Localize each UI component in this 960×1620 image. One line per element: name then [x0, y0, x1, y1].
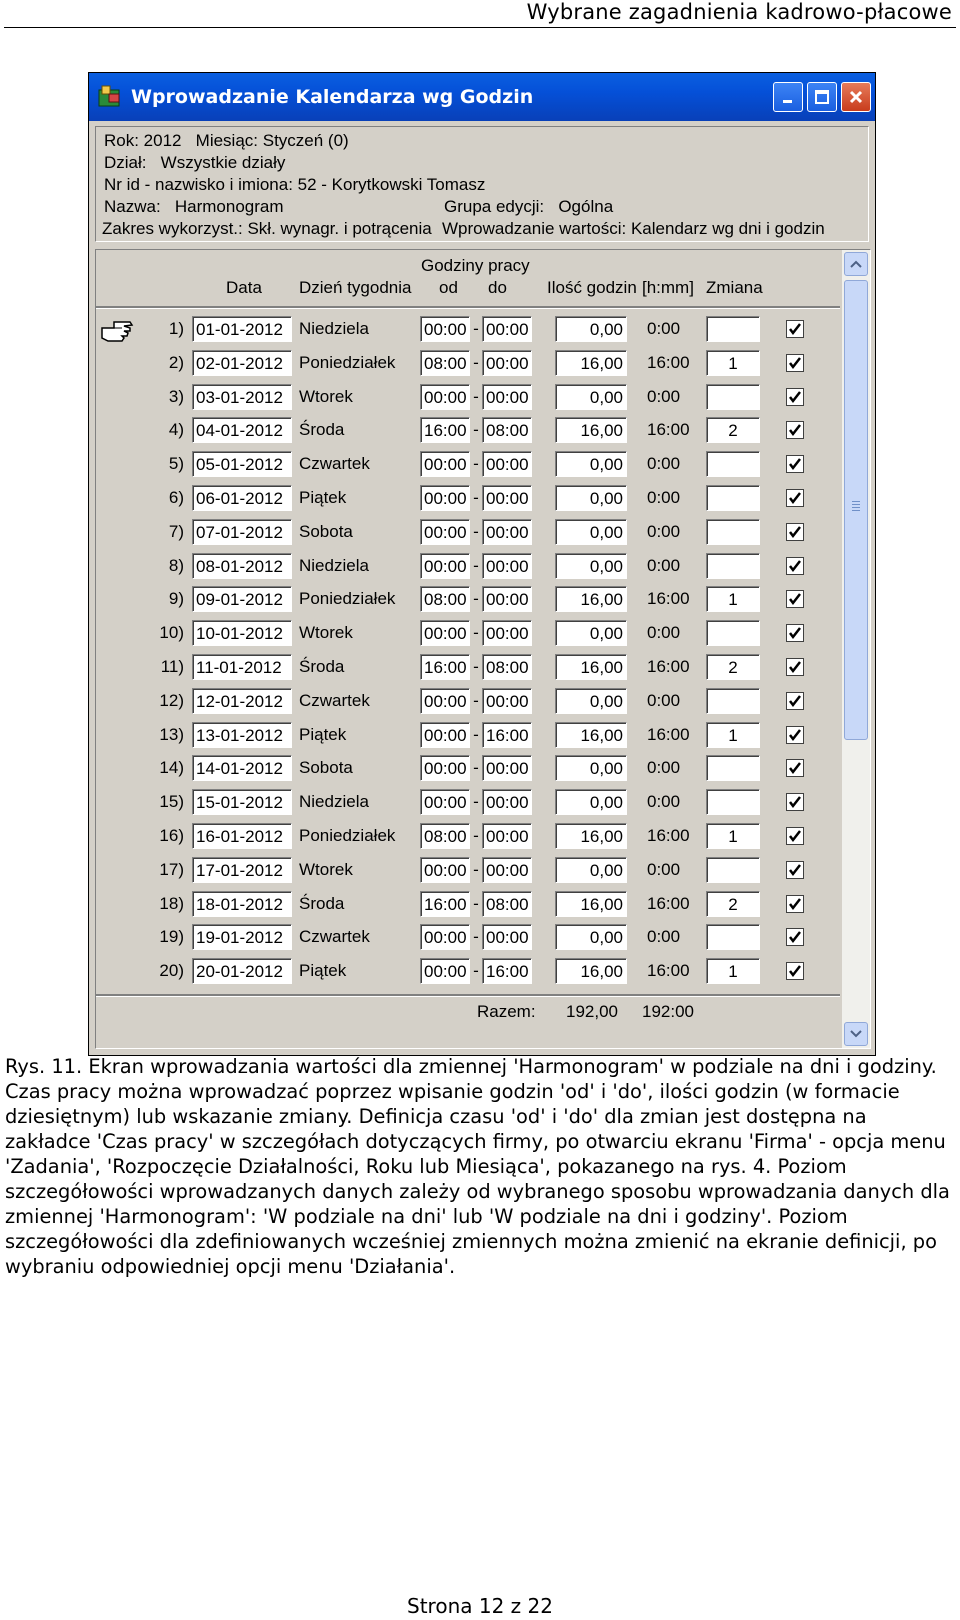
to-time-field[interactable]: 00:00	[482, 384, 532, 410]
to-time-field[interactable]: 00:00	[482, 553, 532, 579]
shift-field[interactable]: 2	[706, 654, 760, 680]
time-separator: -	[473, 555, 479, 575]
check-icon	[788, 728, 802, 742]
shift-field[interactable]	[706, 755, 760, 781]
hours-hmm-label: 0:00	[647, 623, 681, 643]
check-icon	[788, 491, 802, 505]
check-icon	[788, 930, 802, 944]
row-checkbox[interactable]	[786, 624, 804, 642]
col-header-day: Dzień tygodnia	[299, 278, 412, 297]
hours-decimal-field[interactable]: 0,00	[555, 857, 627, 883]
from-time-field[interactable]: 00:00	[420, 384, 470, 410]
hours-hmm-label: 0:00	[647, 690, 681, 710]
figure-caption: Rys. 11. Ekran wprowadzania wartości dla zmiennej 'Harmonogram' w podziale na dni i godziny. Czas pracy można wprowadzać poprzez wpisanie godzin 'od' i 'do', ilości godzin (w formacie dziesiętnym) lub wskazanie zmiany. Definicja czasu 'od' i 'do' dla zmian jest dostępna na zakładce 'Czas pracy' w szczegółach dotyczących firmy, po otwarciu ekranu 'Firma' - opcja menu 'Zadania', 'Rozpoczęcie Działalności, Roku lub Miesiąca', pokazanego na rys. 4. Poziom szczegółowości wprowadzanych danych zależy od wybranego sposobu wprowadzania danych dla zmiennej 'Harmonogram': 'W podziale na dni' lub 'W podziale na dni i godziny'. Poziom szczegółowości dla zdefiniowanych wcześniej zmiennych można zmienić na ekranie definicji, po wybraniu odpowiedniej opcji menu 'Działania'.	[5, 1055, 950, 1278]
row-checkbox[interactable]	[786, 861, 804, 879]
shift-field[interactable]	[706, 519, 760, 545]
weekday-label: Czwartek	[299, 690, 370, 710]
info-department: Dział: Wszystkie działy	[104, 153, 286, 172]
row-checkbox[interactable]	[786, 928, 804, 946]
date-field[interactable]: 19-01-2012	[192, 924, 292, 950]
table-row	[96, 722, 840, 752]
date-field[interactable]: 13-01-2012	[192, 722, 292, 748]
date-field[interactable]: 05-01-2012	[192, 451, 292, 477]
weekday-label: Piątek	[299, 961, 347, 981]
shift-field[interactable]	[706, 316, 760, 342]
weekday-label: Poniedziałek	[299, 589, 396, 609]
to-time-field[interactable]: 00:00	[482, 857, 532, 883]
row-index: 6)	[168, 488, 184, 507]
hours-hmm-label: 16:00	[647, 893, 690, 913]
chevron-down-icon	[850, 1030, 862, 1038]
date-field[interactable]: 06-01-2012	[192, 485, 292, 511]
hours-hmm-label: 0:00	[647, 521, 681, 541]
weekday-label: Piątek	[299, 488, 347, 507]
col-header-count: Ilość godzin	[547, 278, 637, 297]
to-time-field[interactable]: 00:00	[482, 316, 532, 342]
date-field[interactable]: 04-01-2012	[192, 417, 292, 443]
hours-decimal-field[interactable]: 16,00	[555, 823, 627, 849]
row-index: 8)	[168, 555, 184, 575]
from-time-field[interactable]: 08:00	[420, 350, 470, 376]
row-index: 19)	[159, 927, 184, 947]
table-row	[96, 654, 840, 684]
date-field[interactable]: 10-01-2012	[192, 620, 292, 646]
row-checkbox[interactable]	[786, 388, 804, 406]
date-field[interactable]: 17-01-2012	[192, 857, 292, 883]
to-time-field[interactable]: 00:00	[482, 451, 532, 477]
table-row	[96, 958, 840, 988]
check-icon	[788, 390, 802, 404]
hours-hmm-label: 16:00	[647, 657, 690, 676]
time-separator: -	[473, 521, 479, 541]
to-time-field[interactable]: 08:00	[482, 654, 532, 680]
hours-decimal-field[interactable]: 0,00	[555, 384, 627, 410]
row-checkbox[interactable]	[786, 455, 804, 473]
hours-decimal-field[interactable]: 0,00	[555, 316, 627, 342]
page-header: Wybrane zagadnienia kadrowo-płacowe	[526, 0, 952, 24]
header-divider	[96, 306, 840, 309]
table-row	[96, 519, 840, 549]
time-separator: -	[473, 690, 479, 710]
chevron-up-icon	[850, 260, 862, 268]
table-row	[96, 857, 840, 887]
row-index: 14)	[159, 758, 184, 778]
date-field[interactable]: 15-01-2012	[192, 789, 292, 815]
row-checkbox[interactable]	[786, 354, 804, 372]
to-time-field[interactable]: 00:00	[482, 823, 532, 849]
row-checkbox[interactable]	[786, 557, 804, 575]
check-icon	[788, 660, 802, 674]
hours-decimal-field[interactable]: 0,00	[555, 620, 627, 646]
hours-decimal-field[interactable]: 0,00	[555, 451, 627, 477]
col-header-hmm: [h:mm]	[642, 278, 694, 297]
to-time-field[interactable]: 16:00	[482, 722, 532, 748]
hours-hmm-label: 16:00	[647, 961, 690, 981]
shift-field[interactable]	[706, 485, 760, 511]
date-field[interactable]: 14-01-2012	[192, 755, 292, 781]
table-row	[96, 485, 840, 515]
hours-hmm-label: 0:00	[647, 758, 681, 778]
hours-hmm-label: 0:00	[647, 386, 681, 406]
from-time-field[interactable]: 00:00	[420, 485, 470, 511]
shift-field[interactable]	[706, 451, 760, 477]
row-checkbox[interactable]	[786, 523, 804, 541]
from-time-field[interactable]: 00:00	[420, 620, 470, 646]
shift-field[interactable]: 1	[706, 722, 760, 748]
weekday-label: Sobota	[299, 521, 353, 541]
hours-decimal-field[interactable]: 16,00	[555, 586, 627, 612]
weekday-label: Wtorek	[299, 623, 353, 643]
totals-decimal: 192,00	[566, 1002, 618, 1021]
to-time-field[interactable]: 00:00	[482, 519, 532, 545]
from-time-field[interactable]: 00:00	[420, 722, 470, 748]
from-time-field[interactable]: 00:00	[420, 316, 470, 342]
from-time-field[interactable]: 00:00	[420, 755, 470, 781]
check-icon	[788, 897, 802, 911]
row-index: 4)	[168, 420, 184, 440]
hours-decimal-field[interactable]: 16,00	[555, 350, 627, 376]
check-icon	[788, 829, 802, 843]
check-icon	[788, 694, 802, 708]
hours-hmm-label: 0:00	[647, 927, 681, 947]
table-row	[96, 789, 840, 819]
check-icon	[788, 964, 802, 978]
hours-hmm-label: 0:00	[647, 454, 681, 474]
time-separator: -	[473, 893, 479, 913]
hours-decimal-field[interactable]: 0,00	[555, 688, 627, 714]
row-checkbox[interactable]	[786, 895, 804, 913]
from-time-field[interactable]: 00:00	[420, 857, 470, 883]
app-icon	[97, 84, 123, 110]
header-rule	[4, 27, 956, 28]
title-bar[interactable]	[89, 73, 875, 121]
time-separator: -	[473, 792, 479, 812]
weekday-label: Niedziela	[299, 792, 369, 812]
hours-hmm-label: 16:00	[647, 724, 690, 744]
row-checkbox[interactable]	[786, 590, 804, 608]
row-checkbox[interactable]	[786, 726, 804, 744]
table-row	[96, 891, 840, 921]
row-index: 1)	[168, 319, 184, 338]
table-row	[96, 586, 840, 616]
date-field[interactable]: 11-01-2012	[192, 654, 292, 680]
to-time-field[interactable]: 00:00	[482, 485, 532, 511]
shift-field[interactable]	[706, 789, 760, 815]
date-field[interactable]: 07-01-2012	[192, 519, 292, 545]
shift-field[interactable]	[706, 857, 760, 883]
time-separator: -	[473, 420, 479, 440]
check-icon	[788, 592, 802, 606]
shift-field[interactable]: 1	[706, 823, 760, 849]
to-time-field[interactable]: 16:00	[482, 958, 532, 984]
check-icon	[788, 322, 802, 336]
time-separator: -	[473, 826, 479, 845]
weekday-label: Środa	[299, 420, 345, 440]
shift-field[interactable]	[706, 384, 760, 410]
from-time-field[interactable]: 00:00	[420, 519, 470, 545]
minimize-icon	[781, 90, 795, 104]
totals-hmm: 192:00	[642, 1002, 694, 1021]
vertical-scrollbar[interactable]	[842, 250, 870, 1048]
time-separator: -	[473, 319, 479, 338]
calendar-grid	[95, 249, 871, 1049]
table-row	[96, 755, 840, 785]
date-field[interactable]: 18-01-2012	[192, 891, 292, 917]
row-index: 15)	[159, 792, 184, 812]
date-field[interactable]: 09-01-2012	[192, 586, 292, 612]
hours-decimal-field[interactable]: 16,00	[555, 417, 627, 443]
shift-field[interactable]	[706, 620, 760, 646]
info-employee: Nr id - nazwisko i imiona: 52 - Korytkowski Tomasz	[104, 175, 486, 194]
row-index: 5)	[168, 454, 184, 474]
row-index: 12)	[159, 690, 184, 710]
minimize-button[interactable]	[773, 82, 803, 112]
check-icon	[788, 457, 802, 471]
to-time-field[interactable]: 00:00	[482, 688, 532, 714]
info-name: Nazwa: Harmonogram	[104, 197, 284, 216]
row-index: 17)	[159, 859, 184, 879]
row-index: 13)	[159, 724, 184, 744]
to-time-field[interactable]: 00:00	[482, 755, 532, 781]
time-separator: -	[473, 589, 479, 609]
close-icon	[848, 89, 864, 105]
hours-hmm-label: 16:00	[647, 420, 690, 440]
table-row	[96, 823, 840, 853]
from-time-field[interactable]: 00:00	[420, 553, 470, 579]
from-time-field[interactable]: 16:00	[420, 891, 470, 917]
from-time-field[interactable]: 08:00	[420, 823, 470, 849]
from-time-field[interactable]: 00:00	[420, 924, 470, 950]
weekday-label: Niedziela	[299, 555, 369, 575]
info-scope: Zakres wykorzyst.: Skł. wynagr. i potrącenia	[102, 219, 432, 238]
row-index: 16)	[159, 826, 184, 845]
table-row	[96, 553, 840, 583]
date-field[interactable]: 08-01-2012	[192, 553, 292, 579]
row-index: 11)	[160, 657, 184, 676]
shift-field[interactable]	[706, 553, 760, 579]
weekday-label: Czwartek	[299, 454, 370, 474]
time-separator: -	[473, 758, 479, 778]
table-row	[96, 417, 840, 447]
shift-field[interactable]: 2	[706, 891, 760, 917]
to-time-field[interactable]: 08:00	[482, 891, 532, 917]
row-checkbox[interactable]	[786, 692, 804, 710]
to-time-field[interactable]: 00:00	[482, 350, 532, 376]
scroll-thumb[interactable]	[844, 280, 868, 740]
weekday-label: Wtorek	[299, 386, 353, 406]
check-icon	[788, 795, 802, 809]
table-row	[96, 451, 840, 481]
info-entry-mode: Wprowadzanie wartości: Kalendarz wg dni i godzin	[442, 219, 825, 238]
row-checkbox[interactable]	[786, 793, 804, 811]
hours-hmm-label: 16:00	[647, 826, 690, 845]
hours-decimal-field[interactable]: 16,00	[555, 654, 627, 680]
time-separator: -	[473, 657, 479, 676]
hours-decimal-field[interactable]: 0,00	[555, 755, 627, 781]
row-checkbox[interactable]	[786, 759, 804, 777]
col-header-from: od	[439, 278, 458, 297]
row-index: 10)	[159, 623, 184, 643]
row-checkbox[interactable]	[786, 489, 804, 507]
shift-field[interactable]: 1	[706, 586, 760, 612]
from-time-field[interactable]: 16:00	[420, 417, 470, 443]
time-separator: -	[473, 623, 479, 643]
hours-decimal-field[interactable]: 16,00	[555, 958, 627, 984]
hours-hmm-label: 0:00	[647, 555, 681, 575]
hours-decimal-field[interactable]: 0,00	[555, 789, 627, 815]
hours-decimal-field[interactable]: 0,00	[555, 924, 627, 950]
weekday-label: Poniedziałek	[299, 826, 396, 845]
table-row	[96, 350, 840, 380]
col-header-date: Data	[226, 278, 262, 297]
row-checkbox[interactable]	[786, 421, 804, 439]
shift-field[interactable]	[706, 688, 760, 714]
window-title: Wprowadzanie Kalendarza wg Godzin	[131, 86, 534, 108]
date-field[interactable]: 12-01-2012	[192, 688, 292, 714]
check-icon	[788, 626, 802, 640]
info-year-month: Rok: 2012 Miesiąc: Styczeń (0)	[104, 131, 349, 150]
page-footer: Strona 12 z 22	[407, 1594, 553, 1618]
hours-decimal-field[interactable]: 0,00	[555, 553, 627, 579]
footer-divider	[96, 994, 840, 997]
hours-decimal-field[interactable]: 16,00	[555, 722, 627, 748]
check-icon	[788, 525, 802, 539]
date-field[interactable]: 20-01-2012	[192, 958, 292, 984]
check-icon	[788, 559, 802, 573]
shift-field[interactable]: 1	[706, 958, 760, 984]
weekday-label: Wtorek	[299, 859, 353, 879]
check-icon	[788, 356, 802, 370]
hours-decimal-field[interactable]: 0,00	[555, 485, 627, 511]
table-row	[96, 688, 840, 718]
table-row	[96, 620, 840, 650]
time-separator: -	[473, 352, 479, 372]
col-header-to: do	[488, 278, 507, 297]
hours-hmm-label: 16:00	[647, 589, 690, 609]
weekday-label: Niedziela	[299, 319, 369, 338]
to-time-field[interactable]: 00:00	[482, 586, 532, 612]
weekday-label: Środa	[299, 893, 345, 913]
weekday-label: Sobota	[299, 758, 353, 778]
row-index: 18)	[159, 893, 184, 913]
hours-hmm-label: 16:00	[647, 352, 690, 372]
from-time-field[interactable]: 00:00	[420, 958, 470, 984]
shift-field[interactable]: 1	[706, 350, 760, 376]
row-index: 3)	[168, 386, 184, 406]
check-icon	[788, 423, 802, 437]
date-field[interactable]: 02-01-2012	[192, 350, 292, 376]
row-checkbox[interactable]	[786, 320, 804, 338]
time-separator: -	[473, 961, 479, 981]
time-separator: -	[473, 386, 479, 406]
info-edit-group: Grupa edycji: Ogólna	[444, 197, 614, 216]
maximize-icon	[814, 89, 830, 105]
table-row	[96, 316, 840, 346]
date-field[interactable]: 01-01-2012	[192, 316, 292, 342]
hours-hmm-label: 0:00	[647, 859, 681, 879]
totals-label: Razem:	[477, 1002, 536, 1021]
to-time-field[interactable]: 08:00	[482, 417, 532, 443]
shift-field[interactable]: 2	[706, 417, 760, 443]
time-separator: -	[473, 724, 479, 744]
hours-hmm-label: 0:00	[647, 319, 681, 338]
to-time-field[interactable]: 00:00	[482, 924, 532, 950]
grip-icon	[852, 501, 860, 513]
from-time-field[interactable]: 00:00	[420, 688, 470, 714]
time-separator: -	[473, 454, 479, 474]
calendar-window	[88, 72, 876, 1056]
time-separator: -	[473, 488, 479, 507]
table-row	[96, 384, 840, 414]
hours-decimal-field[interactable]: 16,00	[555, 891, 627, 917]
row-index: 2)	[168, 352, 184, 372]
col-header-shift: Zmiana	[706, 278, 763, 297]
row-index: 7)	[168, 521, 184, 541]
time-separator: -	[473, 927, 479, 947]
shift-field[interactable]	[706, 924, 760, 950]
to-time-field[interactable]: 00:00	[482, 620, 532, 646]
weekday-label: Środa	[299, 657, 345, 676]
row-checkbox[interactable]	[786, 962, 804, 980]
check-icon	[788, 761, 802, 775]
from-time-field[interactable]: 00:00	[420, 789, 470, 815]
info-panel	[95, 126, 869, 242]
row-checkbox[interactable]	[786, 827, 804, 845]
row-checkbox[interactable]	[786, 658, 804, 676]
weekday-label: Czwartek	[299, 927, 370, 947]
from-time-field[interactable]: 00:00	[420, 451, 470, 477]
from-time-field[interactable]: 16:00	[420, 654, 470, 680]
row-index: 20)	[159, 961, 184, 981]
date-field[interactable]: 16-01-2012	[192, 823, 292, 849]
to-time-field[interactable]: 00:00	[482, 789, 532, 815]
hours-hmm-label: 0:00	[647, 792, 681, 812]
date-field[interactable]: 03-01-2012	[192, 384, 292, 410]
close-button[interactable]	[841, 82, 871, 112]
weekday-label: Piątek	[299, 724, 347, 744]
col-header-hours: Godziny pracy	[421, 256, 530, 275]
hours-hmm-label: 0:00	[647, 488, 681, 507]
maximize-button[interactable]	[807, 82, 837, 112]
hours-decimal-field[interactable]: 0,00	[555, 519, 627, 545]
time-separator: -	[473, 859, 479, 879]
row-index: 9)	[168, 589, 184, 609]
table-row	[96, 924, 840, 954]
from-time-field[interactable]: 08:00	[420, 586, 470, 612]
scroll-up-button[interactable]	[844, 252, 868, 276]
weekday-label: Poniedziałek	[299, 352, 396, 372]
check-icon	[788, 863, 802, 877]
scroll-down-button[interactable]	[844, 1022, 868, 1046]
